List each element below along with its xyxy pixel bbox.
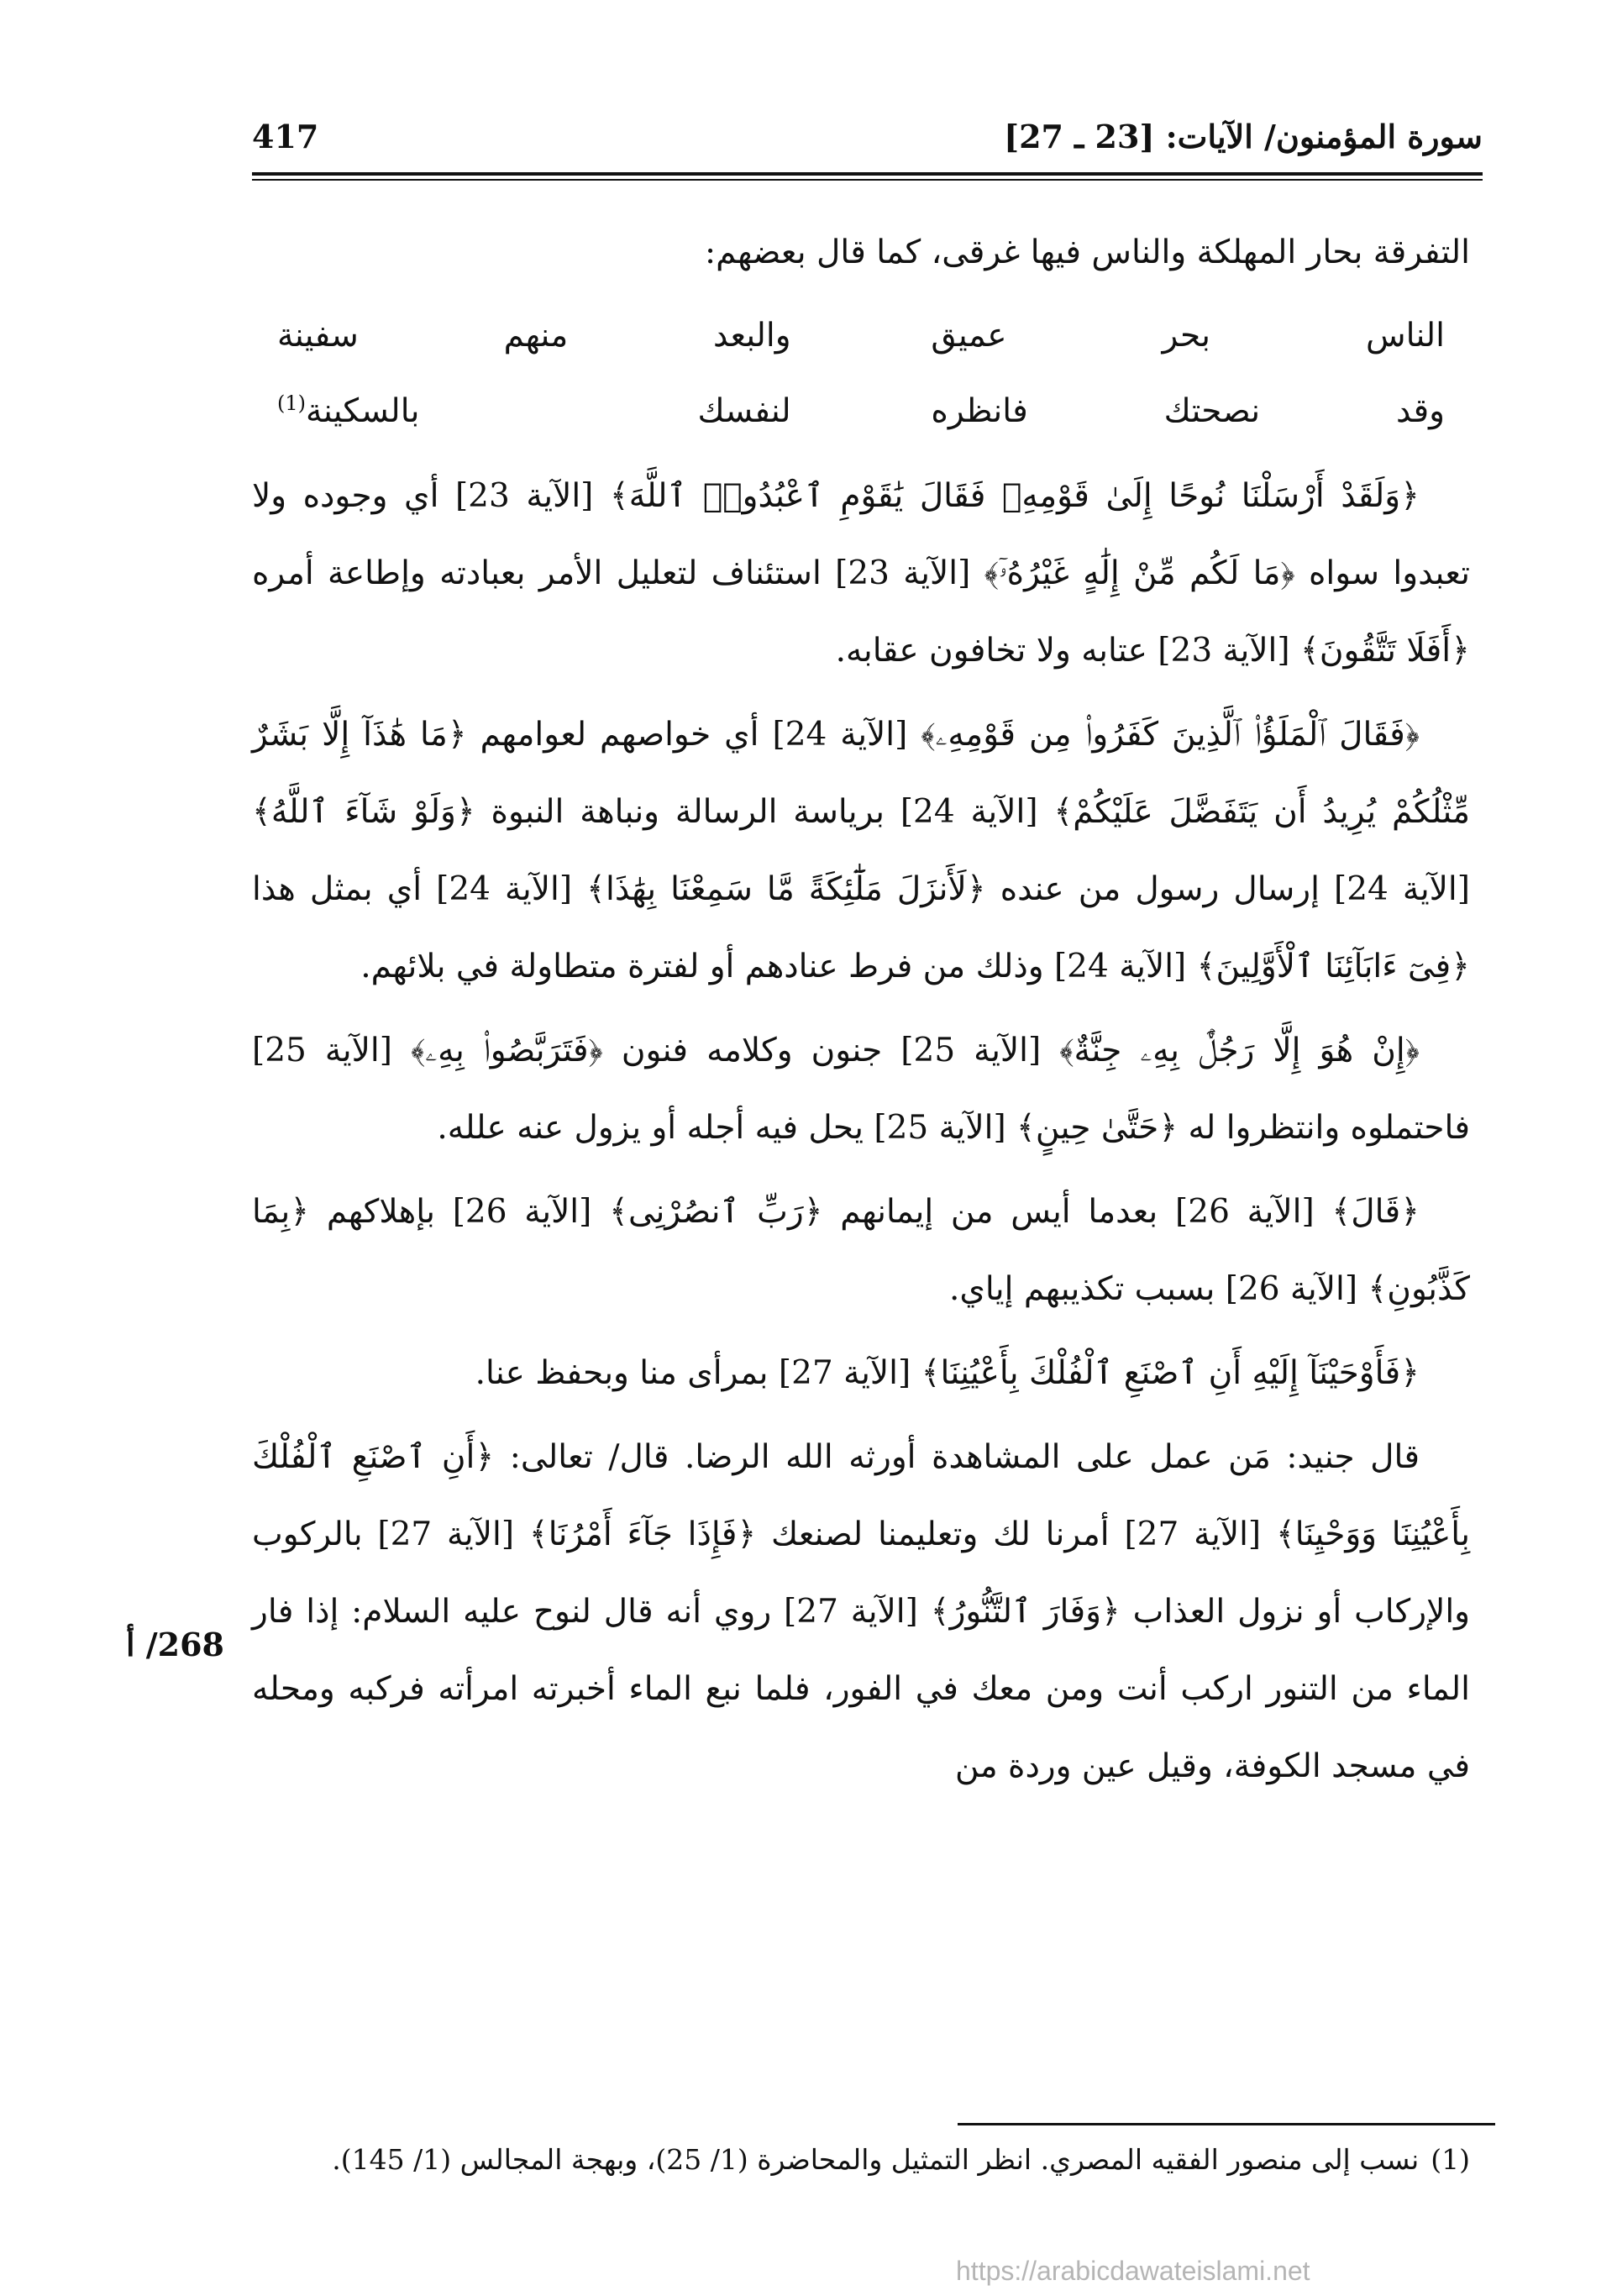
poem-line-1-right: الناس بحر عميق	[931, 317, 1445, 355]
header-rule-thick	[252, 172, 1483, 176]
poem-line-2-left-text: لنفسك بالسكينة	[306, 392, 791, 430]
poem	[277, 298, 1445, 449]
footnote-reference: (1)	[277, 391, 307, 415]
paragraph-verse-26: ﴿قَالَ﴾ [الآية 26] بعدما أيس من إيمانهم ﴿رَبِّ ٱنصُرْنِى﴾ [الآية 26] بإهلاكهم ﴿بِمَا كَذَّبُونِ﴾ [الآية 26] بسبب تكذيبهم إياي.	[252, 1193, 1470, 1308]
poem-line-1	[277, 298, 1445, 374]
paragraph-verse-23: ﴿وَلَقَدْ أَرْسَلْنَا نُوحًا إِلَىٰ قَوْمِهِۦ فَقَالَ يَٰقَوْمِ ٱعْبُدُوا۟ ٱللَّهَ﴾ [الآية 23] أي وجوده ولا تعبدوا سواه ﴿مَا لَكُم مِّنْ إِلَٰهٍ غَيْرُهُۥٓ﴾ [الآية 23] استئناف لتعليل الأمر بعبادته وإطاعة أمره ﴿أَفَلَا تَتَّقُونَ﴾ [الآية 23] عتابه ولا تخافون عقابه.	[252, 477, 1470, 670]
poem-line-2-right: وقد نصحتك فانظره	[931, 392, 1445, 430]
manuscript-folio-marker: 268/ أ	[126, 1626, 224, 1663]
watermark-url: https://arabicdawateislami.net	[956, 2256, 1310, 2286]
paragraph-verse-27-b: قال جنيد: مَن عمل على المشاهدة أورثه الله الرضا. قال/ تعالى: ﴿أَنِ ٱصْنَعِ ٱلْفُلْكَ بِأَعْيُنِنَا وَوَحْيِنَا﴾ [الآية 27] أمرنا لك وتعليمنا لصنعك ﴿فَإِذَا جَآءَ أَمْرُنَا﴾ [الآية 27] بالركوب والإركاب أو نزول العذاب ﴿وَفَارَ ٱلتَّنُّورُ﴾ [الآية 27] روي أنه قال لنوح عليه السلام: إذا فار الماء من التنور اركب أنت ومن معك في الفور، فلما نبع الماء أخبرته امرأته فركبه ومحله في مسجد الكوفة، وقيل عين وردة من	[252, 1438, 1470, 1785]
paragraph-verse-24: ﴿فَقَالَ ٱلْمَلَؤُا۟ ٱلَّذِينَ كَفَرُوا۟ مِن قَوْمِهِۦ﴾ [الآية 24] أي خواصهم لعوامهم ﴿مَا هَٰذَآ إِلَّا بَشَرٌ مِّثْلُكُمْ يُرِيدُ أَن يَتَفَضَّلَ عَلَيْكُمْ﴾ [الآية 24] برياسة الرسالة ونباهة النبوة ﴿وَلَوْ شَآءَ ٱللَّهُ﴾ [الآية 24] إرسال رسول من عنده ﴿لَأَنزَلَ مَلَٰٓئِكَةً مَّا سَمِعْنَا بِهَٰذَا﴾ [الآية 24] أي بمثل هذا ﴿فِىٓ ءَابَآئِنَا ٱلْأَوَّلِينَ﴾ [الآية 24] وذلك من فرط عنادهم أو لفترة متطاولة في بلائهم.	[252, 716, 1471, 985]
poem-line-1-left: والبعد منهم سفينة	[277, 317, 791, 355]
intro-paragraph: التفرقة بحار المهلكة والناس فيها غرقى، كما قال بعضهم:	[705, 234, 1470, 271]
header-rule-thin	[252, 179, 1483, 181]
page-header	[252, 118, 1483, 168]
main-text	[252, 214, 1470, 1812]
poem-line-2	[277, 374, 1445, 449]
footnote-number: (1)	[1431, 2143, 1470, 2176]
paragraph-verse-25: ﴿إِنْ هُوَ إِلَّا رَجُلٌۢ بِهِۦ جِنَّةٌ﴾ [الآية 25] جنون وكلامه فنون ﴿فَتَرَبَّصُوا۟ بِهِۦ﴾ [الآية 25] فاحتملوه وانتظروا له ﴿حَتَّىٰ حِينٍ﴾ [الآية 25] يحل فيه أجله أو يزول عنه علله.	[252, 1032, 1470, 1147]
page-number: 417	[252, 118, 319, 155]
paragraph-verse-27-a: ﴿فَأَوْحَيْنَآ إِلَيْهِ أَنِ ٱصْنَعِ ٱلْفُلْكَ بِأَعْيُنِنَا﴾ [الآية 27] بمرأى منا وبحفظ عنا.	[475, 1354, 1420, 1392]
running-title: سورة المؤمنون/ الآيات: [23 ـ 27]	[1004, 118, 1483, 155]
footnote-separator	[958, 2123, 1495, 2125]
footnote	[252, 2138, 1470, 2182]
footnote-text: نسب إلى منصور الفقيه المصري. انظر التمثيل والمحاضرة (1/ 25)، وبهجة المجالس (1/ 145).	[332, 2143, 1420, 2176]
poem-line-2-left	[277, 374, 791, 449]
